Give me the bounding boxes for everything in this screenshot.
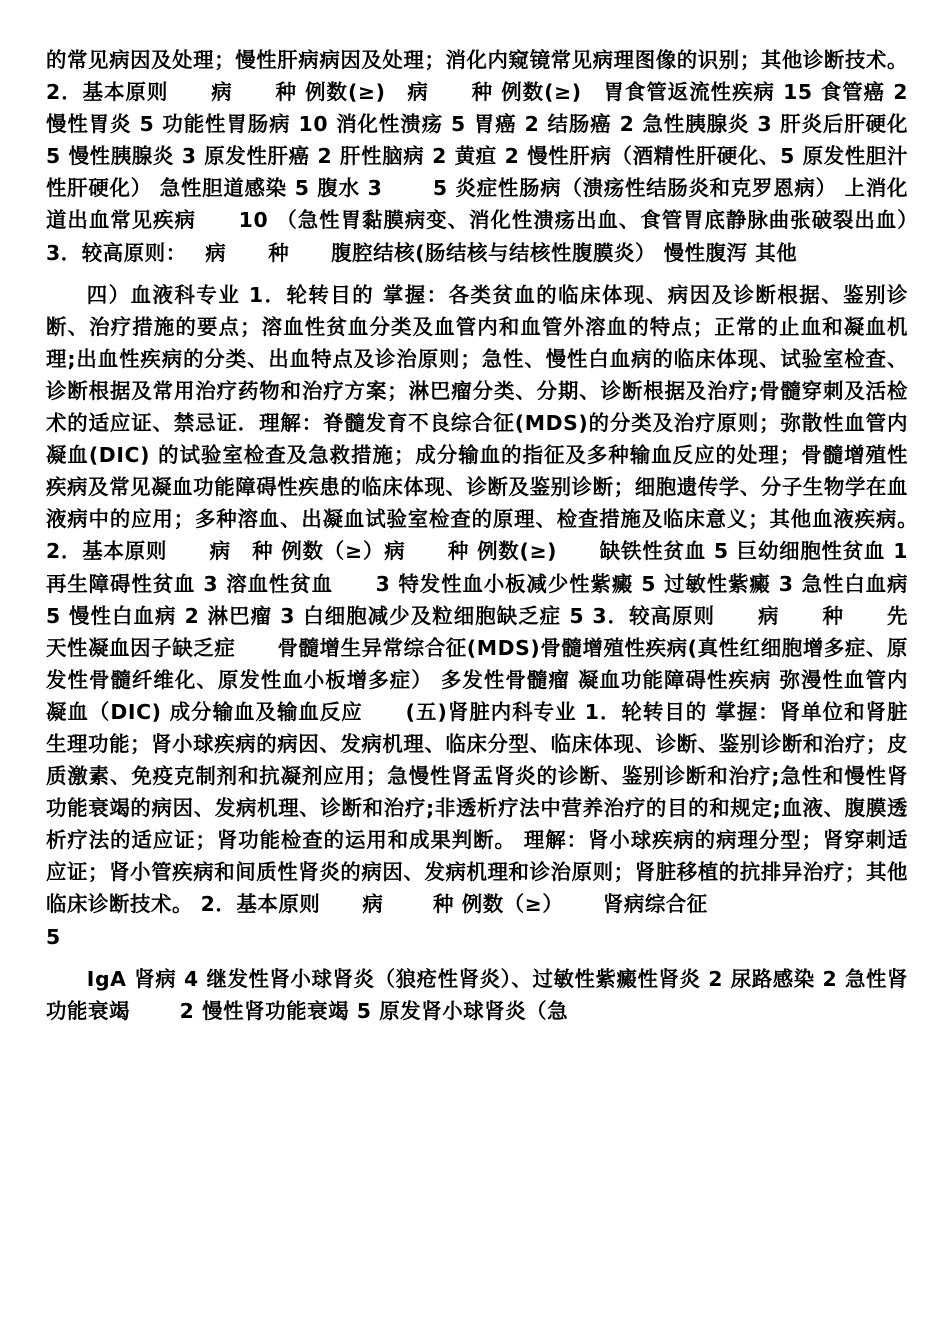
paragraph-nephrology-diseases: IgA 肾病 4 继发性肾小球肾炎（狼疮性肾炎）、过敏性紫癜性肾炎 2 尿路感染 2 急性肾功能衰竭 2 慢性肾功能衰竭 5 原发肾小球肾炎（急 — [46, 966, 908, 1023]
paragraph-digestive-continuation: 的常见病因及处理；慢性肝病病因及处理；消化内窥镜常见病理图像的识别；其他诊断技术。 2．基本原则 病 种 例数(≥) 病 种 例数(≥) 胃食管返流性疾病 15 食管癌 2 慢性胃炎 5 功能性胃肠病 10 消化性溃疡 5 胃癌 2 结肠癌 2 急性胰腺炎 3 肝炎后肝硬化 5 慢性胰腺炎 3 原发性肝癌 2 肝性脑病 2 黄疸 2 慢性肝病（酒精性肝硬化、5 原发性胆汁性肝硬化） 急性胆道感染 5 腹水 3 5 炎症性肠病（溃疡性结肠炎和克罗恩病） 上消化道出血常见疾病 10 （急性胃黏膜病变、消化性溃疡出血、食管胃底静脉曲张破裂出血） 3．较高原则： 病 种 腹腔结核(肠结核与结核性腹膜炎） 慢性腹泻 其他 — [46, 48, 937, 265]
paragraph-hematology-nephrology: 四）血液科专业 1．轮转目的 掌握：各类贫血的临床体现、病因及诊断根据、鉴别诊断、治疗措施的要点；溶血性贫血分类及血管内和血管外溶血的特点；正常的止血和凝血机理;出血性疾病的分类、出血特点及诊治原则；急性、慢性白血病的临床体现、试验室检查、诊断根据及常用治疗药物和治疗方案；淋巴瘤分类、分期、诊断根据及治疗;骨髓穿刺及活检术的适应证、禁忌证．理解：脊髓发育不良综合征(MDS)的分类及治疗原则；弥散性血管内凝血(DIC) 的试验室检查及急救措施；成分输血的指征及多种输血反应的处理；骨髓增殖性疾病及常见凝血功能障碍性疾患的临床体现、诊断及鉴别诊断；细胞遗传学、分子生物学在血液病中的应用；多种溶血、出凝血试验室检查的原理、检查措施及临床意义；其他血液疾病。 2．基本原则 病 种 例数（≥）病 种 例数(≥) 缺铁性贫血 5 巨幼细胞性贫血 1 再生障碍性贫血 3 溶血性贫血 3 特发性血小板减少性紫癜 5 过敏性紫癜 3 急性白血病 5 慢性白血病 2 淋巴瘤 3 白细胞减少及粒细胞缺乏症 5 3．较高原则 病 种 先天性凝血因子缺乏症 骨髓增生异常综合征(MDS)骨髓增殖性疾病(真性红细胞增多症、原发性骨髓纤维化、原发性血小板增多症） 多发性骨髓瘤 凝血功能障碍性疾病 弥漫性血管内凝血（DIC) 成分输血及输血反应 (五)肾脏内科专业 1．轮转目的 掌握：肾单位和肾脏生理功能；肾小球疾病的病因、发病机理、临床分型、临床体现、诊断、鉴别诊断和治疗；皮质激素、免疫克制剂和抗凝剂应用；急慢性肾盂肾炎的诊断、鉴别诊断和治疗;急性和慢性肾功能衰竭的病因、发病机理、诊断和治疗;非透析疗法中营养治疗的目的和规定;血液、腹膜透析疗法的适应证；肾功能检查的运用和成果判断。 理解：肾小球疾病的病理分型；肾穿刺适应证；肾小管疾病和间质性肾炎的病因、发病机理和诊治原则；肾脏移植的抗排异治疗；其他临床诊断技术。 2．基本原则 病 种 例数（≥） 肾病综合征 — [46, 282, 950, 917]
document-page — [46, 44, 950, 1334]
paragraph-case-count: 5 — [46, 924, 61, 949]
